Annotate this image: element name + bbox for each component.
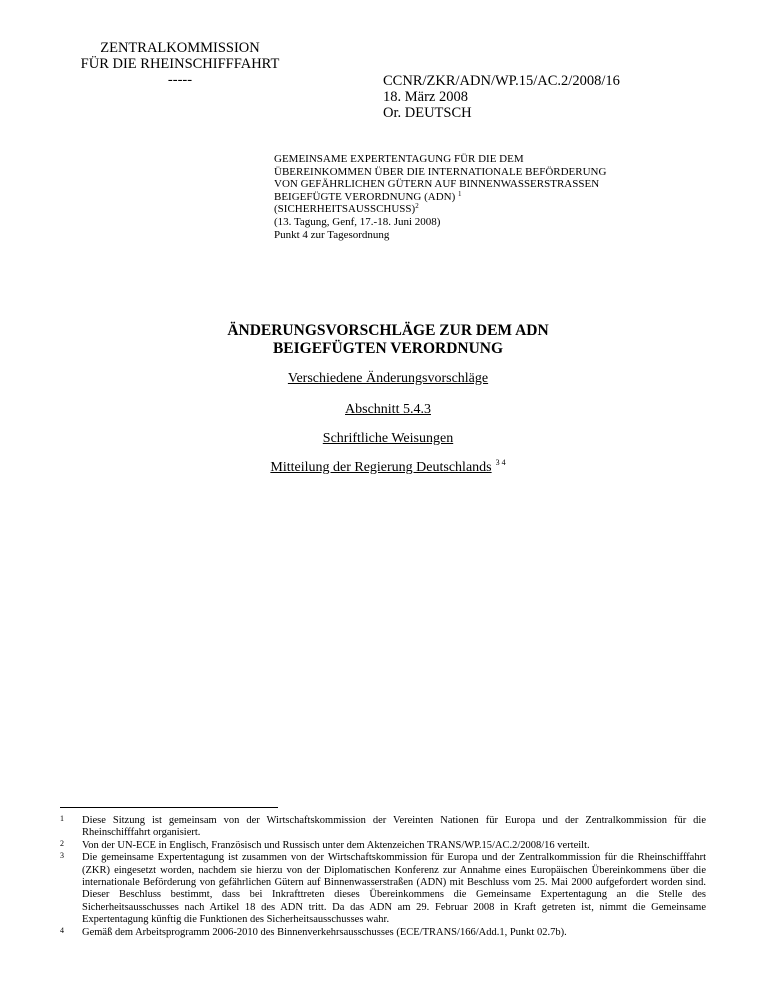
submitter-line: Mitteilung der Regierung Deutschlands $^{3 4}$ [270, 458, 506, 475]
footnote-ref: 1 [458, 189, 462, 198]
footnote-number: 4 [60, 925, 64, 935]
footnote-2 [60, 840, 706, 852]
footnotes [60, 815, 706, 939]
footnote-text: Die gemeinsame Expertentagung ist zusammen von der Wirtschaftskommission für Europa und der Zentralkommission für die Rheinschifffahrt (ZKR) eingesetzt worden, nachdem sie hierzu von der Diplomatischen Konferenz zur Annahme eines Europäischen Übereinkommens über die internationale Beförderung von gefährlichen Gütern auf Binnenwasserstraßen (ADN) mit Beschluss vom 25. Mai 2000 aufgefordert worden sind. Dieser Beschluss bestimmt, dass bei Inkrafttreten dieses Übereinkommens die Gemeinsame Expertentagung an die Stelle des Sicherheitsausschusses nach Artikel 18 des ADN tritt. Da das ADN am 29. Februar 2008 in Kraft getreten ist, nimmt die Gemeinsame Expertentagung künftig die Funktionen des Sicherheitsausschusses wahr. [82, 852, 706, 926]
section-subtitle: Abschnitt 5.4.3 [345, 402, 431, 417]
footnote-1 [60, 815, 706, 840]
submitter-text: Mitteilung der Regierung Deutschlands [270, 460, 492, 475]
org-name-line2: FÜR DIE RHEINSCHIFFFAHRT [80, 56, 280, 72]
meeting-line: VON GEFÄHRLICHEN GÜTERN AUF BINNENWASSERSTRASSEN [274, 178, 600, 191]
meeting-line [274, 191, 694, 204]
meeting-line: ÜBEREINKOMMEN ÜBER DIE INTERNATIONALE BEFÖRDERUNG [274, 165, 607, 178]
footnote-number: 2 [60, 838, 64, 848]
meeting-session: (13. Tagung, Genf, 17.-18. Juni 2008) [274, 215, 441, 228]
issuing-organization [60, 40, 300, 88]
document-title [130, 322, 646, 358]
footnote-4 [60, 927, 706, 939]
document-reference [383, 73, 620, 121]
org-separator: ----- [167, 72, 193, 88]
org-name-line1: ZENTRALKOMMISSION [100, 40, 260, 56]
footnote-text: Von der UN-ECE in Englisch, Französisch und Russisch unter dem Aktenzeichen TRANS/WP.15/AC.2/2008/16 verteilt. [82, 839, 590, 851]
footnote-number: 3 [60, 851, 64, 861]
topic-subtitle: Verschiedene Änderungsvorschläge [287, 371, 489, 386]
original-language: Or. DEUTSCH [383, 105, 472, 121]
agenda-item: Punkt 4 zur Tagesordnung [274, 228, 390, 241]
meeting-line: GEMEINSAME EXPERTENTAGUNG FÜR DIE DEM [274, 153, 524, 165]
title-line2: BEIGEFÜGTEN VERORDNUNG [272, 340, 504, 357]
document-date: 18. März 2008 [383, 89, 468, 105]
document-symbol: CCNR/ZKR/ADN/WP.15/AC.2/2008/16 [383, 73, 620, 89]
meeting-info [274, 153, 694, 241]
footnote-text: Gemäß dem Arbeitsprogramm 2006-2010 des Binnenverkehrsausschusses (ECE/TRANS/166/Add.1, Punkt 02.7b). [82, 926, 567, 938]
footnote-separator [60, 807, 278, 808]
meeting-line-text: (SICHERHEITSAUSSCHUSS) [274, 203, 416, 216]
footnote-number: 1 [60, 814, 64, 823]
subject-subtitle: Schriftliche Weisungen [322, 431, 454, 446]
meeting-line-text: BEIGEFÜGTE VERORDNUNG (ADN) [274, 190, 456, 203]
footnote-3 [60, 852, 706, 926]
meeting-line [274, 203, 694, 216]
footnote-text: Diese Sitzung ist gemeinsam von der Wirtschaftskommission der Vereinten Nationen für Europa und der Zentralkommission für die Rheinschifffahrt organisiert. [82, 815, 706, 839]
footnote-ref: 2 [415, 202, 419, 211]
title-line1: ÄNDERUNGSVORSCHLÄGE ZUR DEM ADN [227, 322, 549, 339]
